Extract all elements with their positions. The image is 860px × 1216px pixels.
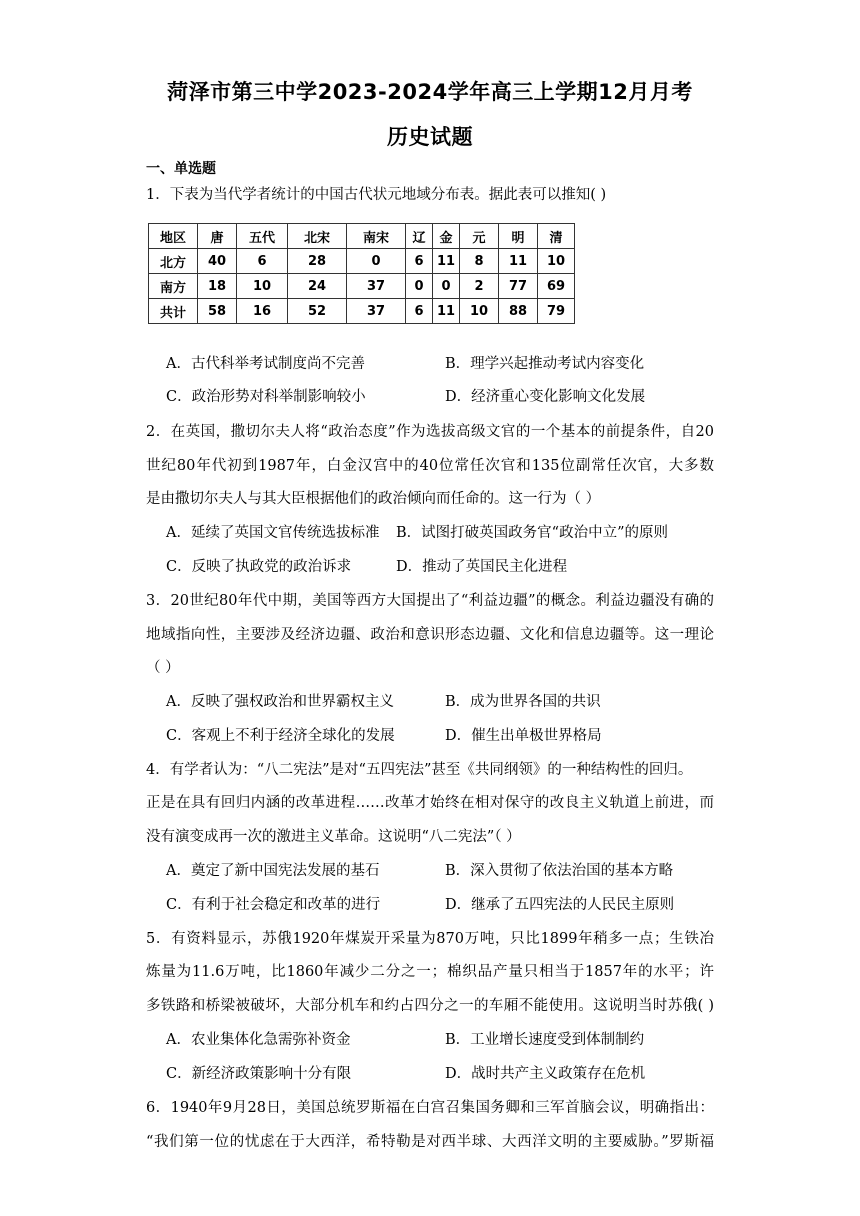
table-cell: 明 bbox=[499, 224, 538, 249]
table-cell: 11 bbox=[433, 249, 460, 274]
table-cell: 37 bbox=[347, 274, 406, 299]
table-header-row bbox=[149, 224, 575, 249]
question-3-option-d[interactable]: D．催生出单极世界格局 bbox=[445, 728, 602, 744]
table-cell: 辽 bbox=[406, 224, 433, 249]
question-4-option-c[interactable]: C．有利于社会稳定和改革的进行 bbox=[166, 897, 381, 913]
table-cell: 11 bbox=[499, 249, 538, 274]
table-cell: 28 bbox=[288, 249, 347, 274]
table-cell: 唐 bbox=[198, 224, 237, 249]
question-5-option-d[interactable]: D．战时共产主义政策存在危机 bbox=[445, 1066, 646, 1082]
table-cell: 18 bbox=[198, 274, 237, 299]
question-5-option-a[interactable]: A．农业集体化急需弥补资金 bbox=[166, 1032, 351, 1048]
question-1-option-c[interactable]: C．政治形势对科举制影响较小 bbox=[166, 389, 366, 405]
question-3-option-c[interactable]: C．客观上不利于经济全球化的发展 bbox=[166, 728, 395, 744]
question-5-option-c[interactable]: C．新经济政策影响十分有限 bbox=[166, 1066, 352, 1082]
question-3-option-b[interactable]: B．成为世界各国的共识 bbox=[445, 694, 601, 710]
table-row bbox=[149, 274, 575, 299]
section-label: 一、单选题 bbox=[146, 161, 216, 177]
question-1-option-b[interactable]: B．理学兴起推动考试内容变化 bbox=[445, 356, 645, 372]
question-4-option-a[interactable]: A．奠定了新中国宪法发展的基石 bbox=[166, 863, 380, 879]
table-cell: 南宋 bbox=[347, 224, 406, 249]
table-cell: 79 bbox=[538, 299, 575, 324]
exam-subtitle: 历史试题 bbox=[387, 125, 473, 149]
status-scholar-table bbox=[148, 223, 575, 324]
question-2-stem-line: 2．在英国，撒切尔夫人将“政治态度”作为选拔高级文官的一个基本的前提条件，自20 bbox=[146, 424, 714, 440]
table-cell: 6 bbox=[406, 249, 433, 274]
question-1-option-d[interactable]: D．经济重心变化影响文化发展 bbox=[445, 389, 646, 405]
table-cell: 北宋 bbox=[288, 224, 347, 249]
question-2-stem-line: 世纪80年代初到1987年，白金汉宫中的40位常任次官和135位副常任次官，大多数 bbox=[146, 458, 714, 474]
question-5-stem-line: 炼量为11.6万吨，比1860年减少二分之一；棉织品产量只相当于1857年的水平；许 bbox=[146, 964, 714, 980]
table-cell: 11 bbox=[433, 299, 460, 324]
question-4-option-b[interactable]: B．深入贯彻了依法治国的基本方略 bbox=[445, 863, 674, 879]
table-cell: 北方 bbox=[149, 249, 198, 274]
question-3-stem-line: 地域指向性，主要涉及经济边疆、政治和意识形态边疆、文化和信息边疆等。这一理论 bbox=[146, 627, 714, 643]
table-cell: 77 bbox=[499, 274, 538, 299]
table-cell: 88 bbox=[499, 299, 538, 324]
table-cell: 南方 bbox=[149, 274, 198, 299]
table-cell: 58 bbox=[198, 299, 237, 324]
question-5-option-b[interactable]: B．工业增长速度受到体制制约 bbox=[445, 1032, 645, 1048]
question-2-option-d[interactable]: D．推动了英国民主化进程 bbox=[396, 559, 568, 575]
table-cell: 10 bbox=[237, 274, 288, 299]
question-2-option-c[interactable]: C．反映了执政党的政治诉求 bbox=[166, 559, 352, 575]
question-4-stem-line: 没有演变成再一次的激进主义革命。这说明“八二宪法”（ ） bbox=[146, 829, 521, 845]
table-cell: 共计 bbox=[149, 299, 198, 324]
question-6-stem-line: 6．1940年9月28日，美国总统罗斯福在白宫召集国务卿和三军首脑会议，明确指出： bbox=[146, 1100, 714, 1116]
table-cell: 元 bbox=[460, 224, 499, 249]
question-1-option-a[interactable]: A．古代科举考试制度尚不完善 bbox=[166, 356, 365, 372]
question-5-stem-line: 多铁路和桥梁被破坏，大部分机车和约占四分之一的车厢不能使用。这说明当时苏俄( ) bbox=[146, 998, 714, 1014]
table-cell: 0 bbox=[433, 274, 460, 299]
table-cell: 10 bbox=[538, 249, 575, 274]
table-cell: 16 bbox=[237, 299, 288, 324]
table-row bbox=[149, 249, 575, 274]
table-cell: 52 bbox=[288, 299, 347, 324]
table-cell: 37 bbox=[347, 299, 406, 324]
question-6-stem-line: “我们第一位的忧虑在于大西洋，希特勒是对西半球、大西洋文明的主要威胁。”罗斯福 bbox=[146, 1134, 714, 1150]
question-4-stem-line: 正是在具有回归内涵的改革进程……改革才始终在相对保守的改良主义轨道上前进，而 bbox=[146, 795, 714, 811]
table-cell: 地区 bbox=[149, 224, 198, 249]
question-4-option-d[interactable]: D．继承了五四宪法的人民民主原则 bbox=[445, 897, 675, 913]
table-cell: 清 bbox=[538, 224, 575, 249]
question-2-option-a[interactable]: A．延续了英国文官传统选拔标准 bbox=[166, 525, 380, 541]
question-3-stem-line: 3．20世纪80年代中期，美国等西方大国提出了“利益边疆”的概念。利益边疆没有确的 bbox=[146, 593, 714, 609]
table-cell: 6 bbox=[406, 299, 433, 324]
table-cell: 0 bbox=[347, 249, 406, 274]
question-3-option-a[interactable]: A．反映了强权政治和世界霸权主义 bbox=[166, 694, 394, 710]
table-cell: 五代 bbox=[237, 224, 288, 249]
question-3-stem-line: （ ） bbox=[146, 660, 180, 676]
question-4-stem-line: 4．有学者认为：“八二宪法”是对“五四宪法”甚至《共同纲领》的一种结构性的回归。 bbox=[146, 762, 693, 778]
table-cell: 2 bbox=[460, 274, 499, 299]
table-cell: 6 bbox=[237, 249, 288, 274]
question-2-option-b[interactable]: B．试图打破英国政务官“政治中立”的原则 bbox=[396, 525, 668, 541]
table-cell: 69 bbox=[538, 274, 575, 299]
exam-title: 菏泽市第三中学2023-2024学年高三上学期12月月考 bbox=[167, 80, 693, 104]
table-cell: 24 bbox=[288, 274, 347, 299]
table-cell: 金 bbox=[433, 224, 460, 249]
table-cell: 10 bbox=[460, 299, 499, 324]
table-row bbox=[149, 299, 575, 324]
question-1-stem: 1．下表为当代学者统计的中国古代状元地域分布表。据此表可以推知( ) bbox=[146, 187, 607, 203]
table-cell: 8 bbox=[460, 249, 499, 274]
table-cell: 0 bbox=[406, 274, 433, 299]
table-cell: 40 bbox=[198, 249, 237, 274]
question-5-stem-line: 5．有资料显示，苏俄1920年煤炭开采量为870万吨，只比1899年稍多一点；生铁冶 bbox=[146, 931, 714, 947]
question-2-stem-line: 是由撒切尔夫人与其大臣根据他们的政治倾向而任命的。这一行为（ ） bbox=[146, 491, 601, 507]
